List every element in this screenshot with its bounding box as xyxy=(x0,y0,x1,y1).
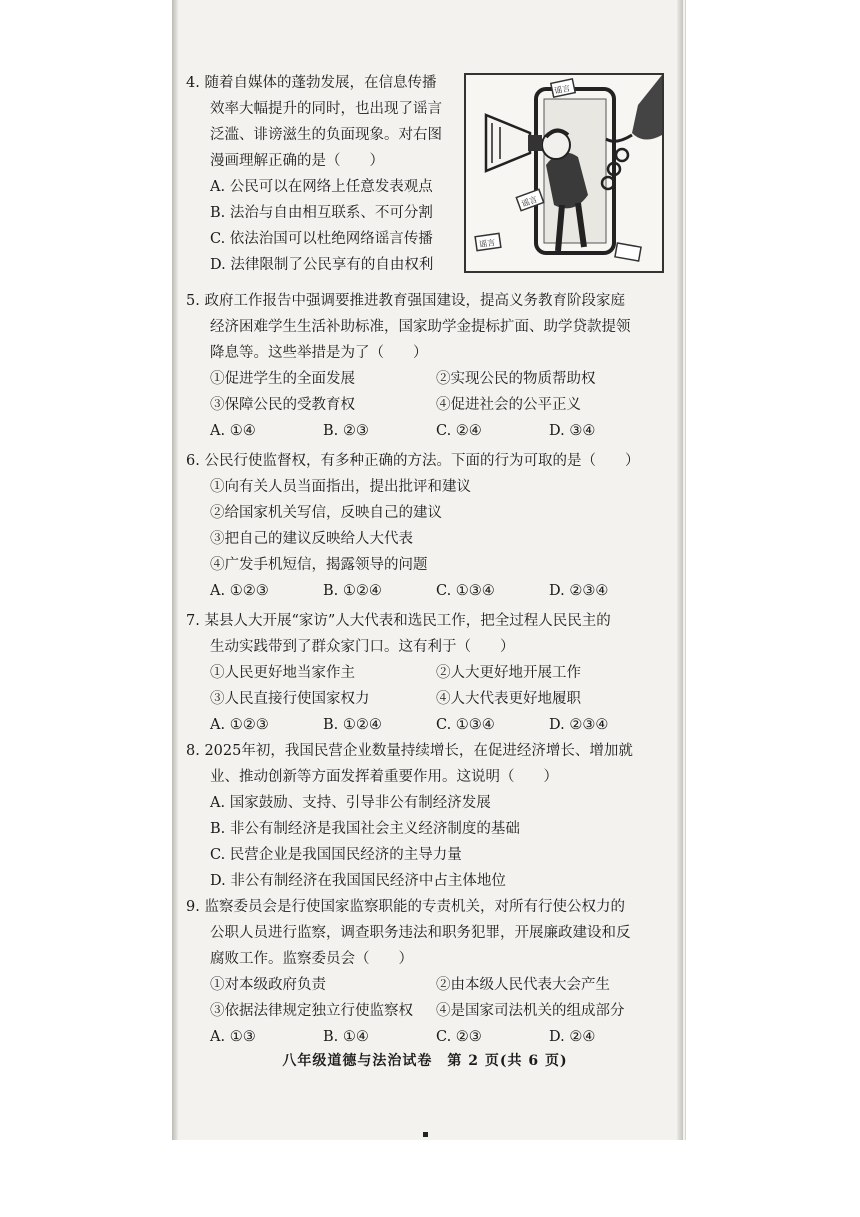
question-7-item: ④人大代表更好地履职 xyxy=(436,691,581,707)
question-5-stem-line: 降息等。这些举措是为了（ ） xyxy=(210,345,428,361)
question-7-stem-line: 7. 某县人大开展“家访”人大代表和选民工作，把全过程人民民主的 xyxy=(186,613,611,629)
cartoon-paper-label: 谣言 xyxy=(478,238,496,250)
question-4-stem-line: 泛滥、诽谤滋生的负面现象。对右图 xyxy=(210,127,442,143)
question-9-stem-line: 腐败工作。监察委员会（ ） xyxy=(210,951,413,967)
cartoon-illustration xyxy=(464,73,664,273)
question-6-choice-a: A. ①②③ xyxy=(210,583,269,599)
question-7-item: ②人大更好地开展工作 xyxy=(436,665,581,681)
question-9 xyxy=(186,894,631,1050)
question-6-item: ①向有关人员当面指出，提出批评和建议 xyxy=(210,479,471,495)
question-9-choice-a: A. ①③ xyxy=(210,1029,256,1045)
cartoon-paper-label: 谣言 xyxy=(520,194,539,209)
question-7-choice-d: D. ②③④ xyxy=(549,717,609,733)
question-5-item: ②实现公民的物质帮助权 xyxy=(436,371,596,387)
page-footer: 八年级道德与法治试卷 第 2 页(共 6 页) xyxy=(282,1053,568,1069)
question-4-stem-line: 效率大幅提升的同时，也出现了谣言 xyxy=(210,101,442,117)
question-4-option-a: A. 公民可以在网络上任意发表观点 xyxy=(210,179,433,195)
question-7-choice-b: B. ①②④ xyxy=(323,717,382,733)
cartoon-paper-label: 谣言 xyxy=(553,83,572,96)
question-7-item: ①人民更好地当家作主 xyxy=(210,665,355,681)
question-7-stem-line: 生动实践带到了群众家门口。这有利于（ ） xyxy=(210,639,515,655)
question-8-stem-line: 业、推动创新等方面发挥着重要作用。这说明（ ） xyxy=(210,769,558,785)
question-5-item: ④促进社会的公平正义 xyxy=(436,397,581,413)
question-6-item: ②给国家机关写信，反映自己的建议 xyxy=(210,505,442,521)
question-5 xyxy=(186,288,631,444)
question-8-option-a: A. 国家鼓励、支持、引导非公有制经济发展 xyxy=(210,795,491,811)
question-6-choices-row xyxy=(186,578,639,604)
question-5-item: ①促进学生的全面发展 xyxy=(210,371,355,387)
question-9-stem-line: 9. 监察委员会是行使国家监察职能的专责机关，对所有行使公权力的 xyxy=(186,899,625,915)
question-8-stem-line: 8. 2025年初，我国民营企业数量持续增长，在促进经济增长、增加就 xyxy=(186,743,633,759)
question-7 xyxy=(186,608,611,738)
question-4-option-c: C. 依法治国可以杜绝网络谣言传播 xyxy=(210,231,433,247)
question-5-choice-b: B. ②③ xyxy=(323,423,369,439)
question-4-option-d: D. 法律限制了公民享有的自由权利 xyxy=(210,257,434,273)
question-5-item: ③保障公民的受教育权 xyxy=(210,397,355,413)
question-6-stem-line: 6. 公民行使监督权，有多种正确的方法。下面的行为可取的是（ ） xyxy=(186,453,640,469)
question-5-choice-c: C. ②④ xyxy=(436,423,482,439)
question-5-choice-d: D. ③④ xyxy=(549,423,596,439)
question-6-item: ③把自己的建议反映给人大代表 xyxy=(210,531,413,547)
question-6-choice-c: C. ①③④ xyxy=(436,583,495,599)
page-edge-right xyxy=(677,0,683,1140)
question-8-option-c: C. 民营企业是我国国民经济的主导力量 xyxy=(210,847,462,863)
question-5-stem-line: 5. 政府工作报告中强调要推进教育强国建设，提高义务教育阶段家庭 xyxy=(186,293,625,309)
question-4 xyxy=(186,70,442,278)
question-7-items-row xyxy=(186,660,611,686)
question-5-items-row xyxy=(186,392,631,418)
question-6-choice-d: D. ②③④ xyxy=(549,583,609,599)
question-8-option-d: D. 非公有制经济在我国国民经济中占主体地位 xyxy=(210,873,506,889)
question-9-item: ③依据法律规定独立行使监察权 xyxy=(210,1003,413,1019)
page-edge-left xyxy=(172,0,178,1140)
question-9-choice-d: D. ②④ xyxy=(549,1029,596,1045)
question-9-items-row xyxy=(186,998,631,1024)
scan-speck xyxy=(423,1132,428,1137)
question-6-item: ④广发手机短信，揭露领导的问题 xyxy=(210,557,428,573)
cartoon-drawing xyxy=(466,75,662,271)
question-9-stem-line: 公职人员进行监察，调查职务违法和职务犯罪，开展廉政建设和反 xyxy=(210,925,631,941)
question-9-items-row xyxy=(186,972,631,998)
question-7-item: ③人民直接行使国家权力 xyxy=(210,691,370,707)
question-5-stem-line: 经济困难学生生活补助标准，国家助学金提标扩面、助学贷款提领 xyxy=(210,319,631,335)
question-9-item: ②由本级人民代表大会产生 xyxy=(436,977,610,993)
question-9-item: ④是国家司法机关的组成部分 xyxy=(436,1003,625,1019)
question-5-choices-row xyxy=(186,418,631,444)
question-9-choice-c: C. ②③ xyxy=(436,1029,482,1045)
question-9-choices-row xyxy=(186,1024,631,1050)
question-7-choices-row xyxy=(186,712,611,738)
question-7-items-row xyxy=(186,686,611,712)
question-6-choice-b: B. ①②④ xyxy=(323,583,382,599)
question-6 xyxy=(186,448,639,604)
question-8 xyxy=(186,738,633,894)
question-9-item: ①对本级政府负责 xyxy=(210,977,326,993)
question-7-choice-c: C. ①③④ xyxy=(436,717,495,733)
question-4-stem-line: 4. 随着自媒体的蓬勃发展，在信息传播 xyxy=(186,75,437,91)
question-8-option-b: B. 非公有制经济是我国社会主义经济制度的基础 xyxy=(210,821,520,837)
question-4-option-b: B. 法治与自由相互联系、不可分割 xyxy=(210,205,433,221)
question-5-choice-a: A. ①④ xyxy=(210,423,256,439)
question-5-items-row xyxy=(186,366,631,392)
question-7-choice-a: A. ①②③ xyxy=(210,717,269,733)
question-9-choice-b: B. ①④ xyxy=(323,1029,369,1045)
question-4-stem-line: 漫画理解正确的是（ ） xyxy=(210,153,384,169)
